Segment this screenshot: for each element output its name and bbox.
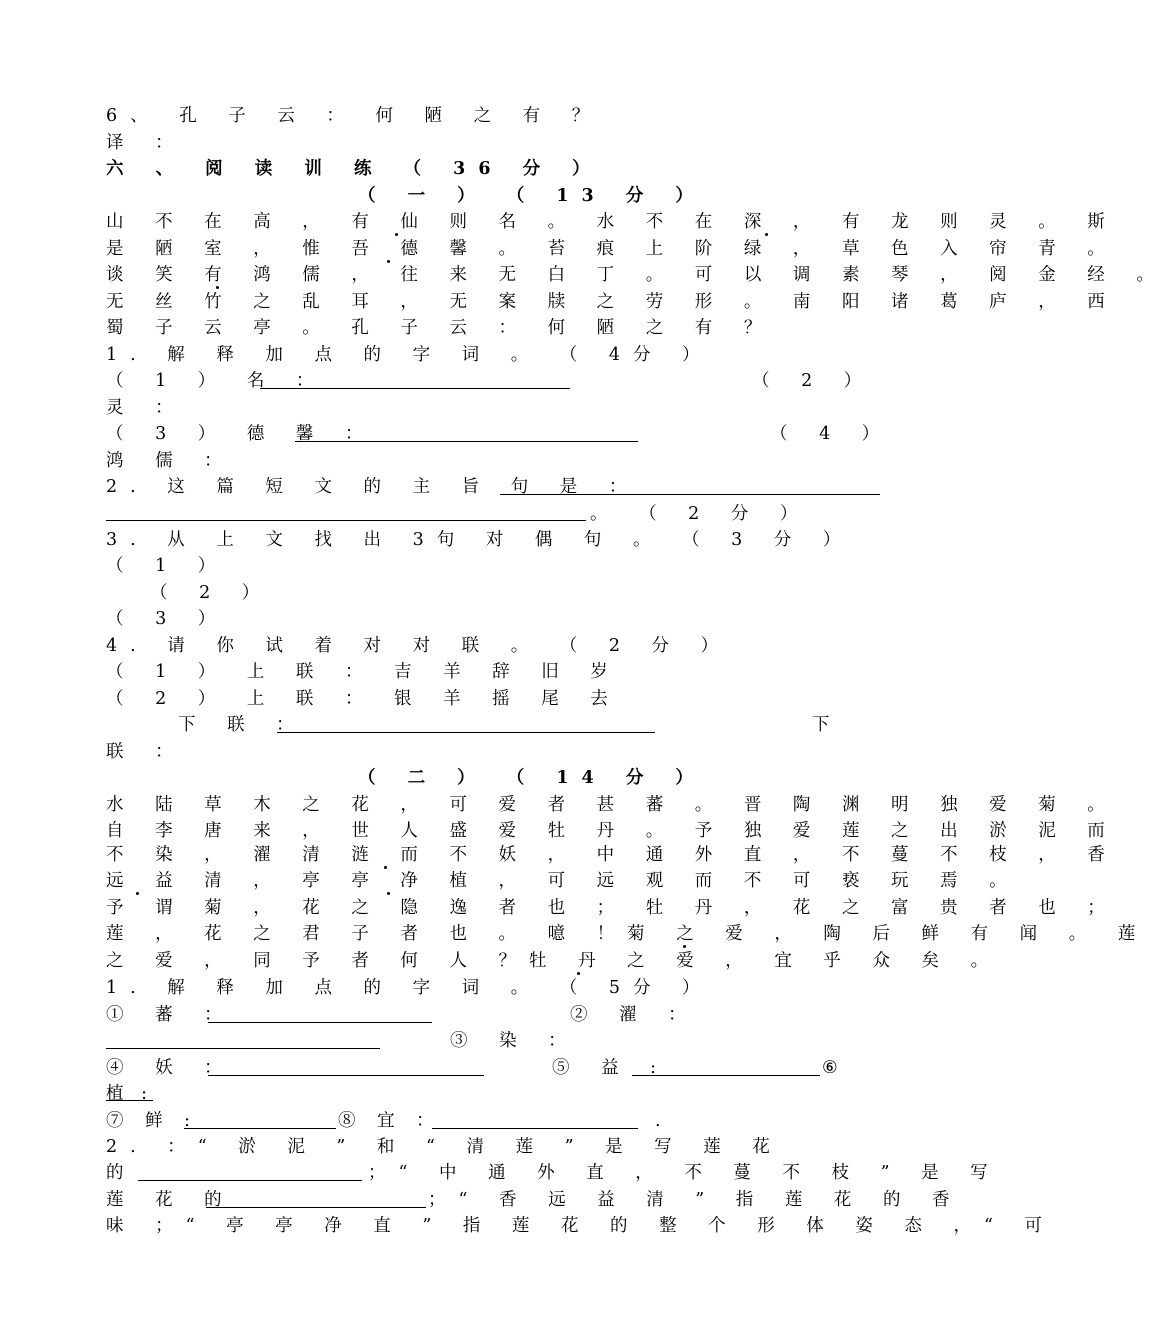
answer-blank[interactable] [184, 1128, 336, 1129]
translation-label: 译 ： [106, 133, 186, 153]
passage2-line: 予 谓 菊 ， 花 之 隐 逸 者 也 ； 牡 丹 ， 花 之 富 贵 者 也 ； [106, 898, 1118, 918]
passage1-line: 山 不 在 高 ， 有 仙 则 名 。 水 不 在 深 ， 有 龙 则 灵 。 斯 [106, 212, 1118, 232]
passage2-line: 不 染 ， 濯 清 涟 而 不 妖 ， 中 通 外 直 ， 不 蔓 不 枝 ， 香 [106, 845, 1118, 865]
answer-label: （ 3 ） [106, 609, 229, 629]
answer-label: ；“ 香 远 益 清 ” 指 莲 花 的 香 [428, 1190, 963, 1210]
answer-label: 联 ： [106, 742, 186, 762]
answer-label: . [655, 1111, 661, 1131]
answer-blank[interactable] [260, 388, 570, 389]
answer-blank[interactable] [106, 520, 586, 521]
emphasis-dot [683, 945, 686, 948]
section-heading: 六 、 阅 读 训 练 （ 36 分 ） [106, 159, 603, 179]
answer-label: 下 [812, 715, 843, 735]
answer-blank[interactable] [208, 1075, 484, 1076]
q6-line: 6、 孔 子 云 ： 何 陋 之 有 ？ [106, 106, 603, 126]
passage1-line: 无 丝 竹 之 乱 耳 ， 无 案 牍 之 劳 形 。 南 阳 诸 葛 庐 ， 西 [106, 292, 1118, 312]
answer-label: ④ 妖 ： [106, 1058, 235, 1078]
emphasis-dot [384, 866, 387, 869]
answer-label: （ 2 ） [150, 583, 273, 603]
answer-label: （ 4 ） [770, 424, 893, 444]
answer-blank[interactable] [500, 494, 880, 495]
answer-blank[interactable] [632, 1075, 820, 1076]
answer-blank[interactable] [138, 1180, 362, 1181]
answer-label: ⑤ 益 : [552, 1058, 670, 1078]
answer-label: ⑧ 宜 ： [338, 1111, 442, 1131]
answer-label: （ 2 ） [752, 371, 875, 391]
question-1b: 1. 解 释 加 点 的 字 词 。 （ 5分 ） [106, 978, 713, 998]
answer-label: ⑦ 鲜 : [106, 1111, 199, 1131]
answer-label: ⑥ [822, 1058, 838, 1078]
answer-label: 下 联 ： [178, 715, 307, 735]
score-note: 。 （ 2 分 ） [590, 504, 811, 524]
passage2-line: 之 爱 ， 同 予 者 何 人 ？牡 丹 之 爱 ， 宜 乎 众 矣 。 [106, 951, 1002, 971]
emphasis-dot [765, 233, 768, 236]
couplet-line: （ 1 ） 上 联 ： 吉 羊 辞 旧 岁 [106, 662, 621, 682]
passage1-line: 蜀 子 云 亭 。 孔 子 云 ： 何 陋 之 有 ？ [106, 318, 775, 338]
answer-label: 的 [106, 1163, 124, 1183]
question-3: 3. 从 上 文 找 出 3句 对 偶 句 。 （ 3 分 ） [106, 530, 854, 550]
emphasis-dot [387, 892, 390, 895]
passage1-line: 谈 笑 有 鸿 儒 ， 往 来 无 白 丁 。 可 以 调 素 琴 ， 阅 金 经 。 [106, 265, 1167, 285]
passage2-line: 水 陆 草 木 之 花 ， 可 爱 者 甚 蕃 。 晋 陶 渊 明 独 爱 菊 。 [106, 795, 1118, 815]
answer-label: 味 ；“ 亭 亭 净 直 ” 指 莲 花 的 整 个 形 体 姿 态 ，“ 可 [106, 1216, 1055, 1236]
answer-label: （ 3 ） 德 馨 ： [106, 424, 376, 444]
answer-label: 灵 ： [106, 398, 186, 418]
passage2-line: 远 益 清 ， 亭 亭 净 植 ， 可 远 观 而 不 可 亵 玩 焉 。 [106, 871, 1020, 891]
emphasis-dot [387, 260, 390, 263]
answer-label: ① 蕃 ： [106, 1005, 235, 1025]
question-4: 4. 请 你 试 着 对 对 联 。 （ 2 分 ） [106, 636, 732, 656]
answer-label: （ 1 ） 名 ： [106, 371, 327, 391]
passage2-line: 莲 ， 花 之 君 子 者 也 。 噫 ！菊 之 爱 ， 陶 后 鲜 有 闻 。 莲 [106, 924, 1149, 944]
answer-blank[interactable] [277, 732, 655, 733]
answer-label: 鸿 儒 ： [106, 451, 235, 471]
part-two-heading: （ 二 ） （ 14 分 ） [358, 768, 706, 788]
answer-blank[interactable] [208, 1022, 432, 1023]
question-1: 1. 解 释 加 点 的 字 词 。 （ 4分 ） [106, 345, 713, 365]
answer-blank[interactable] [206, 1207, 426, 1208]
part-one-heading: （ 一 ） （ 13 分 ） [358, 186, 706, 206]
answer-blank[interactable] [432, 1128, 638, 1129]
passage1-line: 是 陋 室 ， 惟 吾 德 馨 。 苔 痕 上 阶 绿 ， 草 色 入 帘 青 。 [106, 239, 1118, 259]
emphasis-dot [577, 972, 580, 975]
emphasis-dot [216, 286, 219, 289]
answer-label: ③ 染 ： [450, 1031, 579, 1051]
question-2b: 2. ：“ 淤 泥 ” 和 “ 清 莲 ” 是 写 莲 花 [106, 1137, 783, 1157]
answer-label: 莲 花 的 [106, 1190, 235, 1210]
answer-label: ；“ 中 通 外 直 ， 不 蔓 不 枝 ” 是 写 [368, 1163, 1001, 1183]
emphasis-dot [136, 892, 139, 895]
answer-blank[interactable] [295, 441, 638, 442]
answer-label: ② 濯 ： [570, 1005, 699, 1025]
answer-label: 植 : [106, 1084, 153, 1104]
emphasis-dot [395, 233, 398, 236]
answer-blank[interactable] [106, 1048, 380, 1049]
couplet-line: （ 2 ） 上 联 ： 银 羊 摇 尾 去 [106, 689, 621, 709]
answer-label: （ 1 ） [106, 556, 229, 576]
passage2-line: 自 李 唐 来 ， 世 人 盛 爱 牡 丹 。 予 独 爱 莲 之 出 淤 泥 而 [106, 821, 1118, 841]
question-2: 2. 这 篇 短 文 的 主 旨 句 是 ： [106, 477, 640, 497]
